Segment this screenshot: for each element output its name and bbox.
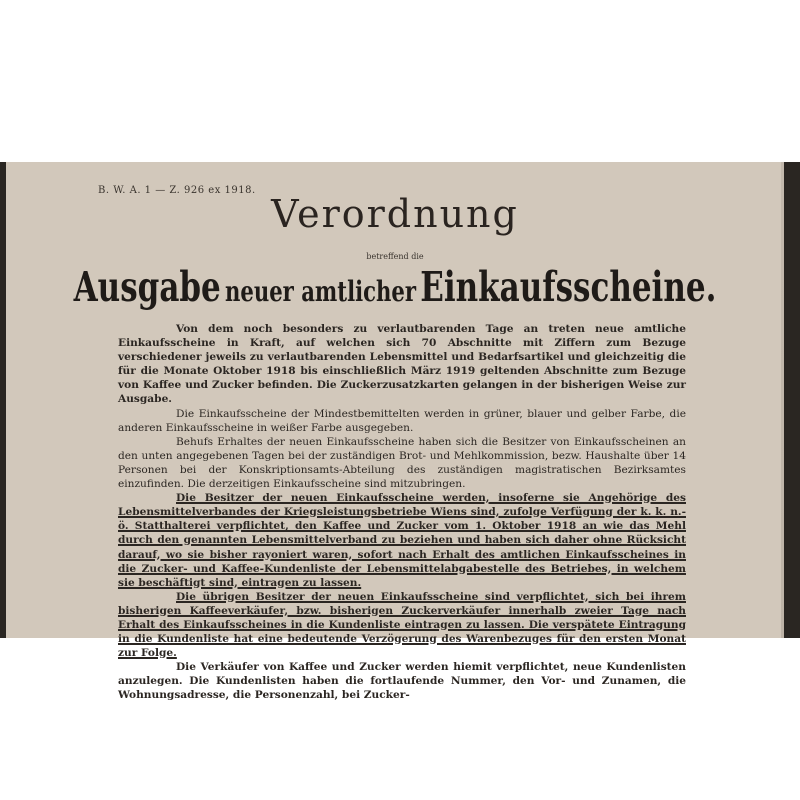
body-text: [118, 322, 686, 703]
paragraph: Von dem noch besonders zu verlautbarenden Tage an treten neue amtliche Einkaufsscheine in Kraft, auf welchen sich 70 Abschnitte mit Ziffern zum Bezuge verschiedener jeweils zu verlautbarenden Lebensmittel und Bedarfsartikel und gleichzeitig die für die Monate Oktober 1918 bis einschließlich März 1919 geltenden Abschnitte zum Bezuge von Kaffee und Zucker befinden. Die Zuckerzusatzkarten gelangen in der bisherigen Weise zur Ausgabe.: [118, 323, 686, 406]
document-subtitle: betreffend die: [366, 252, 424, 261]
reference-number: B. W. A. 1 — Z. 926 ex 1918.: [98, 185, 256, 196]
headline-part-a: Ausgabe: [73, 263, 221, 311]
paragraph: Die Einkaufsscheine der Mindestbemittelten werden in grüner, blauer und gelber Farbe, die anderen Einkaufsscheine in weißer Farbe ausgegeben.: [118, 407, 686, 434]
headline-part-b: neuer amtlicher: [224, 275, 417, 308]
paragraph: Die Besitzer der neuen Einkaufsscheine werden, insoferne sie Angehörige des Lebensmittelverbandes der Kriegsleistungsbetriebe Wiens sind, zufolge Verfügung der k. k. n.-ö. Statthalterei verpflichtet, den Kaffee und Zucker vom 1. Oktober 1918 an wie das Mehl durch den genannten Lebensmittelverband zu beziehen und haben sich daher ohne Rücksicht darauf, wo sie bisher rayoniert waren, sofort nach Erhalt des amtlichen Einkaufsscheines in die Zucker- und Kaffee-Kundenliste der Lebensmittelabgabestelle des Betriebes, in welchem sie beschäftigt sind, eintragen zu lassen.: [118, 492, 686, 589]
headline: [68, 263, 722, 311]
paragraph: Die Verkäufer von Kaffee und Zucker werden hiemit verpflichtet, neue Kundenlisten anzulegen. Die Kundenlisten haben die fortlaufende Nummer, den Vor- und Zunamen, die Wohnungsadresse, die Personenzahl, bei Zucker-: [118, 661, 686, 702]
poster-sheet: [6, 162, 784, 702]
paragraph: Behufs Erhaltes der neuen Einkaufsscheine haben sich die Besitzer von Einkaufsscheinen an den unten angegebenen Tagen bei der zuständigen Brot- und Mehlkommission, bezw. Haushalte über 14 Personen bei der Konskriptionsamts-Abteilung des zuständigen magistratischen Bezirksamtes einzufinden. Die derzeitigen Einkaufsscheine sind mitzubringen.: [118, 435, 686, 491]
document-title: Verordnung: [271, 192, 519, 236]
headline-part-c: Einkaufsscheine.: [420, 263, 717, 311]
paragraph: Die übrigen Besitzer der neuen Einkaufsscheine sind verpflichtet, sich bei ihrem bisherigen Kaffeeverkäufer, bzw. bisherigen Zuckerverkäufer innerhalb zweier Tage nach Erhalt des Einkaufsscheines in die Kundenliste eintragen zu lassen. Die verspätete Eintragung in die Kundenliste hat eine bedeutende Verzögerung des Warenbezuges für den ersten Monat zur Folge.: [118, 590, 686, 660]
